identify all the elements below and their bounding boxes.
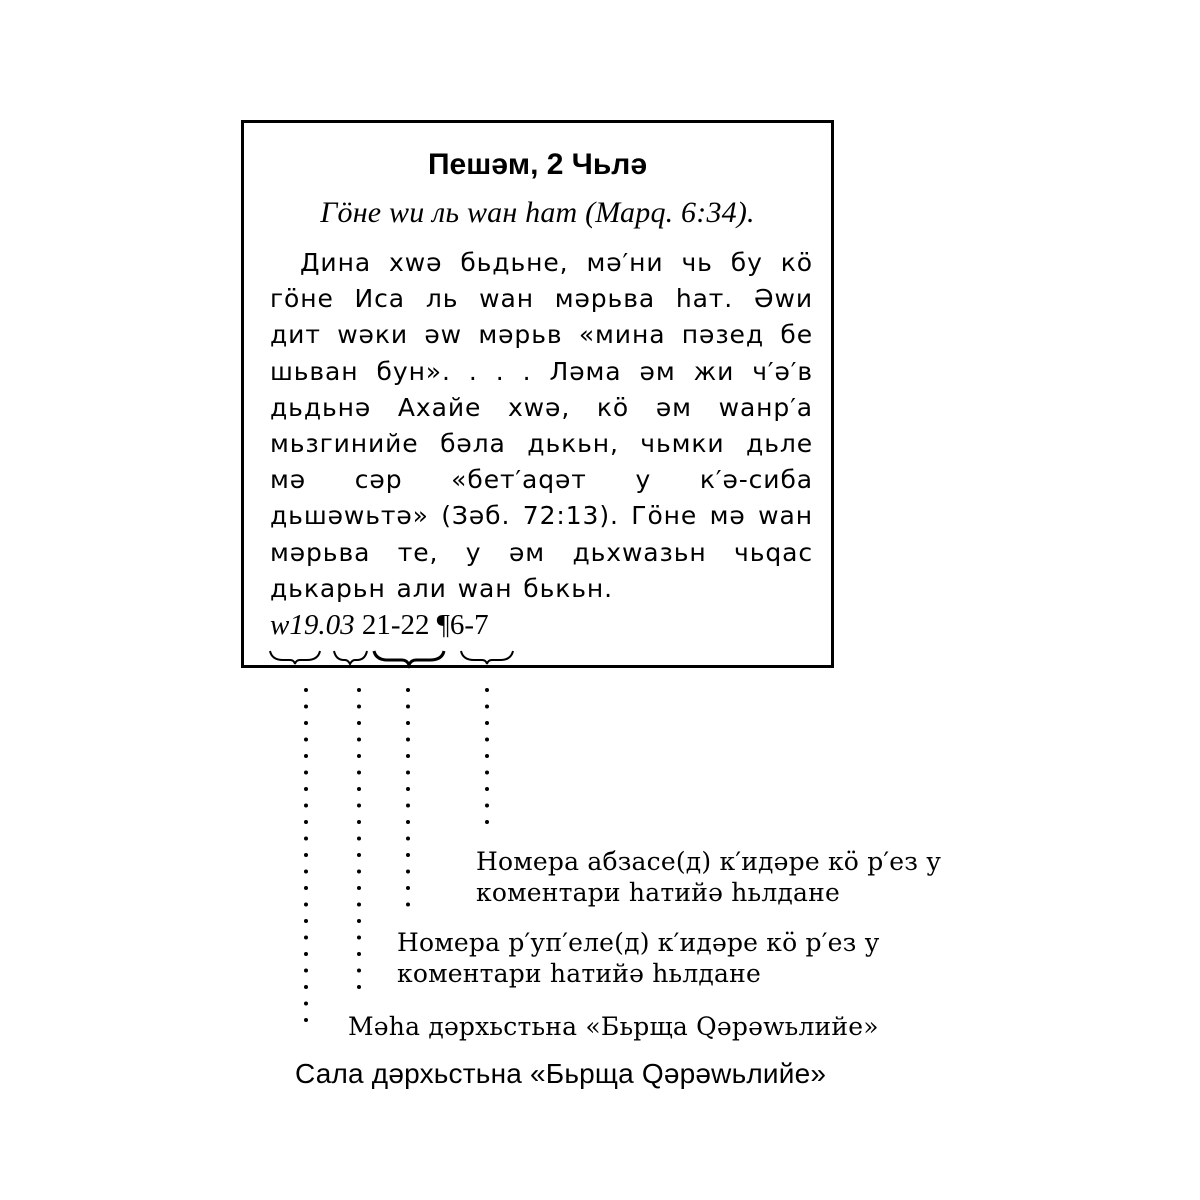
brace-month xyxy=(334,651,367,664)
page-range: 21-22 xyxy=(361,609,430,641)
callout-page-numbers: Номера р′уп′еле(д) к′идәре кӧ р′ез у коментари һатийә һьлдане xyxy=(397,928,880,988)
brace-pages xyxy=(374,651,444,665)
callout-month: Мәһа дәрхьстьна «Бьрща Qәрәԝьлийе» xyxy=(348,1012,879,1041)
brace-paragraphs xyxy=(461,651,513,664)
paragraph-range: ¶6-7 xyxy=(436,609,489,641)
publication-code: w19.03 xyxy=(270,609,355,641)
callout-year: Сала дәрхьстьна «Бьрща Qәрәԝьлийе» xyxy=(295,1058,827,1089)
callout-paragraph-numbers: Номера абзасе(д) к′идәре кӧ р′ез у коментари һатийә һьлдане xyxy=(476,847,942,907)
brace-year xyxy=(270,651,320,664)
day-heading: Пешәм, 2 Чьлә xyxy=(427,148,648,181)
theme-verse: Гӧне ԝи ль ԝан һат (Марq. 6:34). xyxy=(320,196,755,229)
daily-text-body: Дина хԝә бьдьне, мә′ни чь бу кӧ гӧне Иса ль ԝан мәрьва һат. Әԝи дит ԝәки әԝ мәрьв «мина пәзед бе шьван бун». . . . Ләма әм жи ч′ә′в дьдьнә Ахайе хԝә, кӧ әм ԝанр′а мьзгинийе бәла дькьн, чьмки дьле мә сәр «бет′аqәт у к′ә-сиба дьшәԝьтә» (Зәб. 72:13). Гӧне мә ԝан мәрьва те, у әм дьхԝазьн чьqас дькарьн али ԝан бькьн. xyxy=(270,248,813,603)
